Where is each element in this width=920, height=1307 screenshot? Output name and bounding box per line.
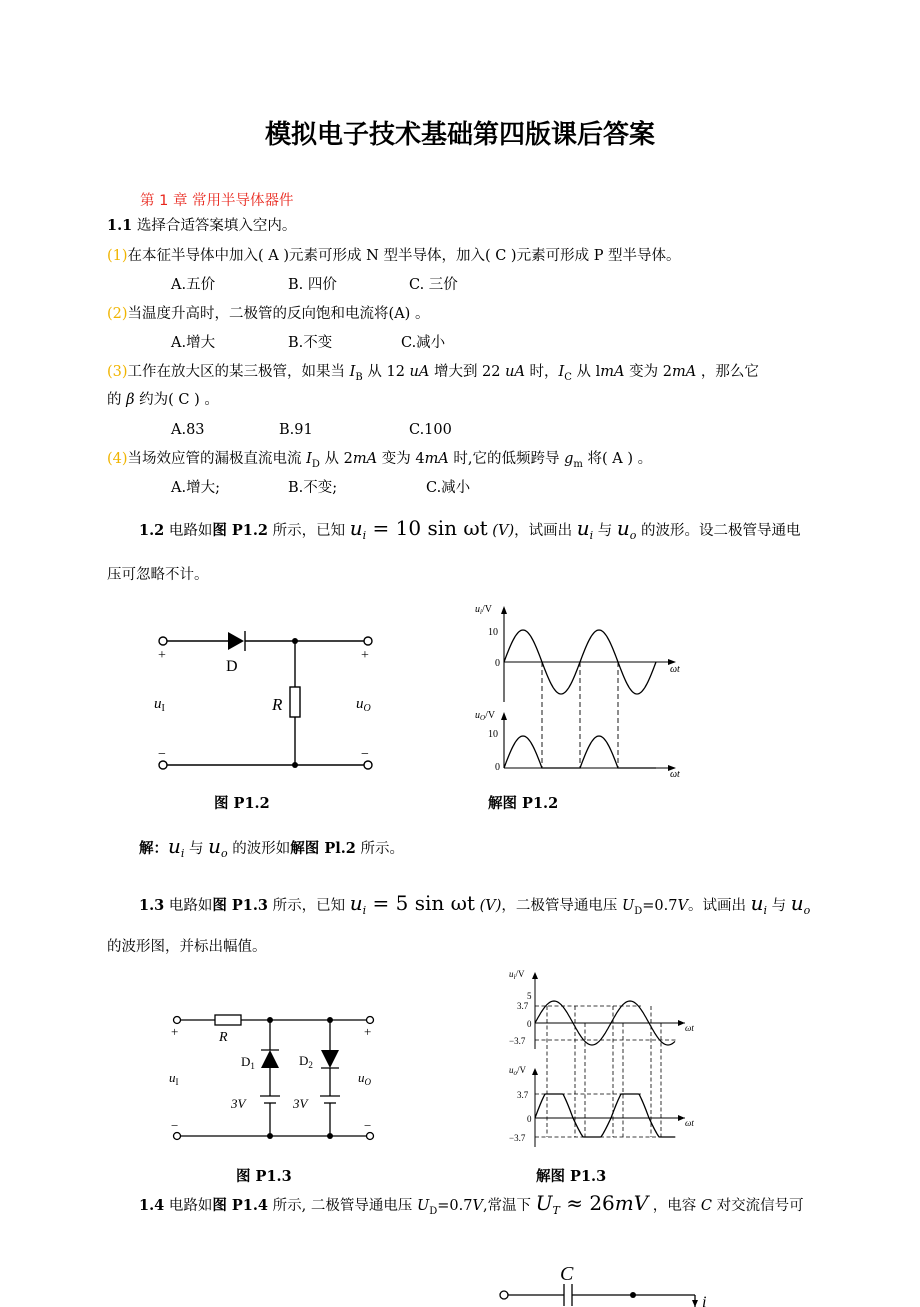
tick-label: 3.7 [517, 1090, 529, 1100]
question-1-1-part-3: (3)工作在放大区的某三极管，如果当 $I_B$ 从 12 uA 增大到 22 uA 时，$I_C$ 从 lmA 变为 2mA ，那么它 [107, 364, 759, 383]
diode-d1-label: $D_1$ [241, 1054, 255, 1071]
option-c: C. 三价 [409, 277, 458, 293]
question-1-4: 1.4 电路如图 P1.4 所示, 二极管导通电压 $U_D=0.7V$,常温下 $U_T \approx 26mV$ ，电容 C 对交流信号可 [139, 1191, 804, 1217]
tick-label: 0 [527, 1019, 532, 1029]
capacitor-label: C [560, 1263, 574, 1285]
question-1-2-line-2: 压可忽略不计。 [107, 567, 209, 583]
minus-terminal: − [361, 747, 369, 762]
diode-label: D [226, 658, 238, 675]
option-a: A.五价 [171, 277, 216, 293]
option-a: A.增大 [171, 335, 216, 351]
circuit-p1-2 [150, 625, 390, 775]
question-1-1-heading: 1.1 选择合适答案填入空内。 [107, 217, 297, 234]
y-axis-label-top: $u_i/V$ [475, 604, 492, 616]
figure-caption: 解图 P1.2 [488, 795, 559, 812]
tick-label: 10 [488, 729, 498, 740]
minus-terminal: − [171, 1118, 179, 1133]
question-1-1-part-4: (4)当场效应管的漏极直流电流 $I_D$ 从 2mA 变为 4mA 时,它的低频跨导 $g_m$ 将( A ) 。 [107, 451, 653, 470]
option-b: B.不变 [288, 335, 333, 351]
question-1-3-line-2: 的波形图，并标出幅值。 [107, 939, 267, 955]
minus-terminal: − [158, 747, 166, 762]
diode-d2-label: $D_2$ [299, 1053, 313, 1070]
x-axis-label: ωt [670, 664, 680, 675]
circuit-p1-4 [490, 1260, 720, 1307]
plus-terminal: + [364, 1024, 372, 1039]
diode-d2-icon [321, 1050, 339, 1068]
option-b: B.91 [279, 422, 313, 438]
tick-label: 3.7 [517, 1001, 529, 1011]
diode-icon [228, 632, 244, 650]
tick-label: −3.7 [509, 1133, 526, 1143]
option-a: A.83 [171, 422, 205, 438]
plus-terminal: + [171, 1024, 179, 1039]
y-axis-label-bottom: $u_o/V$ [509, 1065, 526, 1077]
option-b: B. 四价 [288, 277, 337, 293]
input-voltage-label: $u_I$ [154, 696, 165, 714]
figure-caption: 解图 P1.3 [536, 1168, 607, 1185]
waveform-p1-2 [470, 600, 690, 780]
battery-label: 3V [231, 1096, 246, 1111]
solution-1-2: 解：$u_i$ 与 $u_o$ 的波形如解图 Pl.2 所示。 [139, 834, 404, 860]
question-1-3: 1.3 电路如图 P1.3 所示，已知 $u_i = 5$ sin ωt (V)，二极管导通电压 $U_D=0.7V$。试画出 $u_i$ 与 $u_o$ [139, 891, 811, 917]
figure-caption: 图 P1.3 [236, 1168, 292, 1185]
option-b: B.不变; [288, 480, 338, 496]
battery-label: 3V [293, 1096, 308, 1111]
x-axis-label: ωt [670, 769, 680, 780]
tick-label: 10 [488, 627, 498, 638]
waveform-p1-3 [505, 965, 705, 1155]
current-label: i [702, 1294, 707, 1307]
input-voltage-label: $u_I$ [169, 1070, 179, 1087]
option-c: C.减小 [426, 480, 471, 496]
x-axis-label: ωt [685, 1118, 694, 1128]
figure-caption: 图 P1.2 [214, 795, 270, 812]
page-title: 模拟电子技术基础第四版课后答案 [264, 120, 655, 150]
tick-label: 5 [527, 991, 532, 1001]
question-1-1-part-2: (2)当温度升高时，二极管的反向饱和电流将(A) 。 [107, 306, 430, 322]
option-c: C.减小 [401, 335, 446, 351]
resistor-label: R [219, 1030, 228, 1045]
option-c: C.100 [409, 422, 452, 438]
plus-terminal: + [361, 648, 369, 663]
tick-label: 0 [527, 1114, 532, 1124]
output-voltage-label: $u_O$ [356, 696, 371, 714]
plus-terminal: + [158, 648, 166, 663]
chapter-heading: 第 1 章 常用半导体器件 [140, 193, 294, 209]
question-1-1-part-1: (1)在本征半导体中加入( A )元素可形成 N 型半导体，加入( C )元素可形成 P 型半导体。 [107, 248, 681, 264]
y-axis-label-top: $u_i/V$ [509, 969, 525, 981]
output-clipped-wave [535, 1094, 675, 1137]
tick-label: −3.7 [509, 1036, 526, 1046]
circuit-p1-3 [165, 1008, 380, 1148]
question-1-2: 1.2 电路如图 P1.2 所示，已知 $u_i = 10$ sin ωt (V)，试画出 $u_i$ 与 $u_o$ 的波形。设二极管导通电 [139, 516, 801, 542]
diode-d1-icon [261, 1050, 279, 1068]
question-1-1-part-3-line-2: 的 β 约为( C ) 。 [107, 392, 219, 408]
minus-terminal: − [364, 1118, 372, 1133]
y-axis-label-bottom: $u_O/V$ [475, 710, 496, 722]
output-voltage-label: $u_O$ [358, 1070, 371, 1087]
resistor-label: R [272, 695, 283, 714]
tick-label: 0 [495, 762, 500, 773]
tick-label: 0 [495, 658, 500, 669]
x-axis-label: ωt [685, 1023, 694, 1033]
option-a: A.增大; [171, 480, 220, 496]
